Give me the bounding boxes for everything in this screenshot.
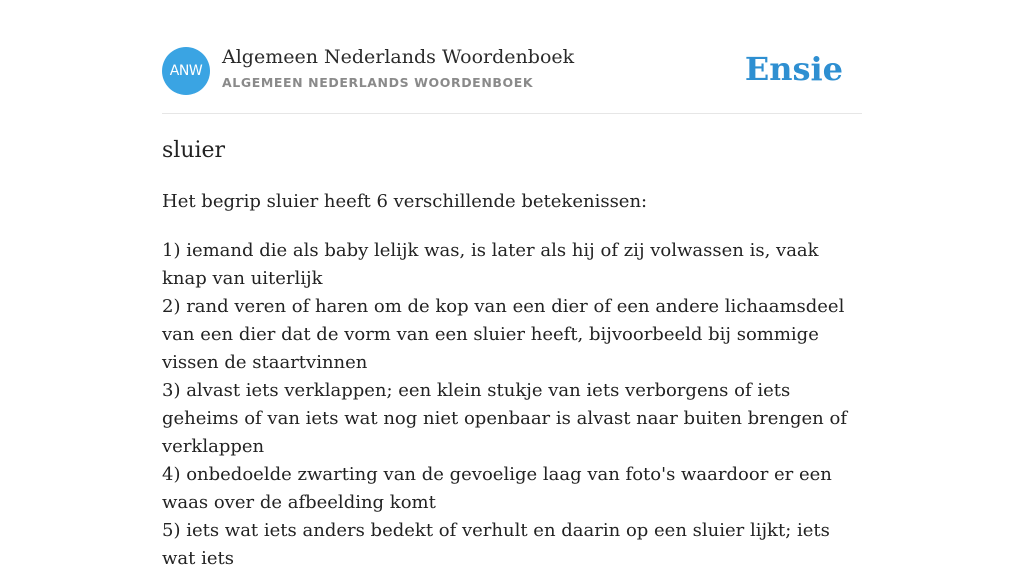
ensie-logo-link[interactable]: Ensie (744, 50, 843, 88)
header (162, 0, 862, 114)
entry-intro: Het begrip sluier heeft 6 verschillende betekenissen: (162, 191, 648, 212)
meaning-item: 4) onbedoelde zwarting van de gevoelige laag van foto's waardoor er een waas over de afbeelding komt (162, 464, 832, 513)
meaning-item: 2) rand veren of haren om de kop van een dier of een andere lichaamsdeel van een dier dat de vorm van een sluier heeft, bijvoorbeeld bij sommige vissen de staartvinnen (162, 296, 845, 373)
page-content (162, 0, 862, 569)
entry-word: sluier (162, 138, 226, 163)
meaning-item: 5) iets wat iets anders bedekt of verhult en daarin op een sluier lijkt; iets wat iets (162, 520, 830, 569)
dictionary-title[interactable]: Algemeen Nederlands Woordenboek (222, 46, 575, 68)
dictionary-subtitle: ALGEMEEN NEDERLANDS WOORDENBOEK (222, 75, 534, 90)
meaning-item: 1) iemand die als baby lelijk was, is later als hij of zij volwassen is, vaak knap van uiterlijk (162, 240, 819, 289)
meaning-item: 3) alvast iets verklappen; een klein stukje van iets verborgens of iets geheims of van iets wat nog niet openbaar is alvast naar buiten brengen of verklappen (162, 380, 847, 457)
anw-logo[interactable]: ANW (162, 47, 210, 95)
meanings-list (162, 237, 862, 573)
